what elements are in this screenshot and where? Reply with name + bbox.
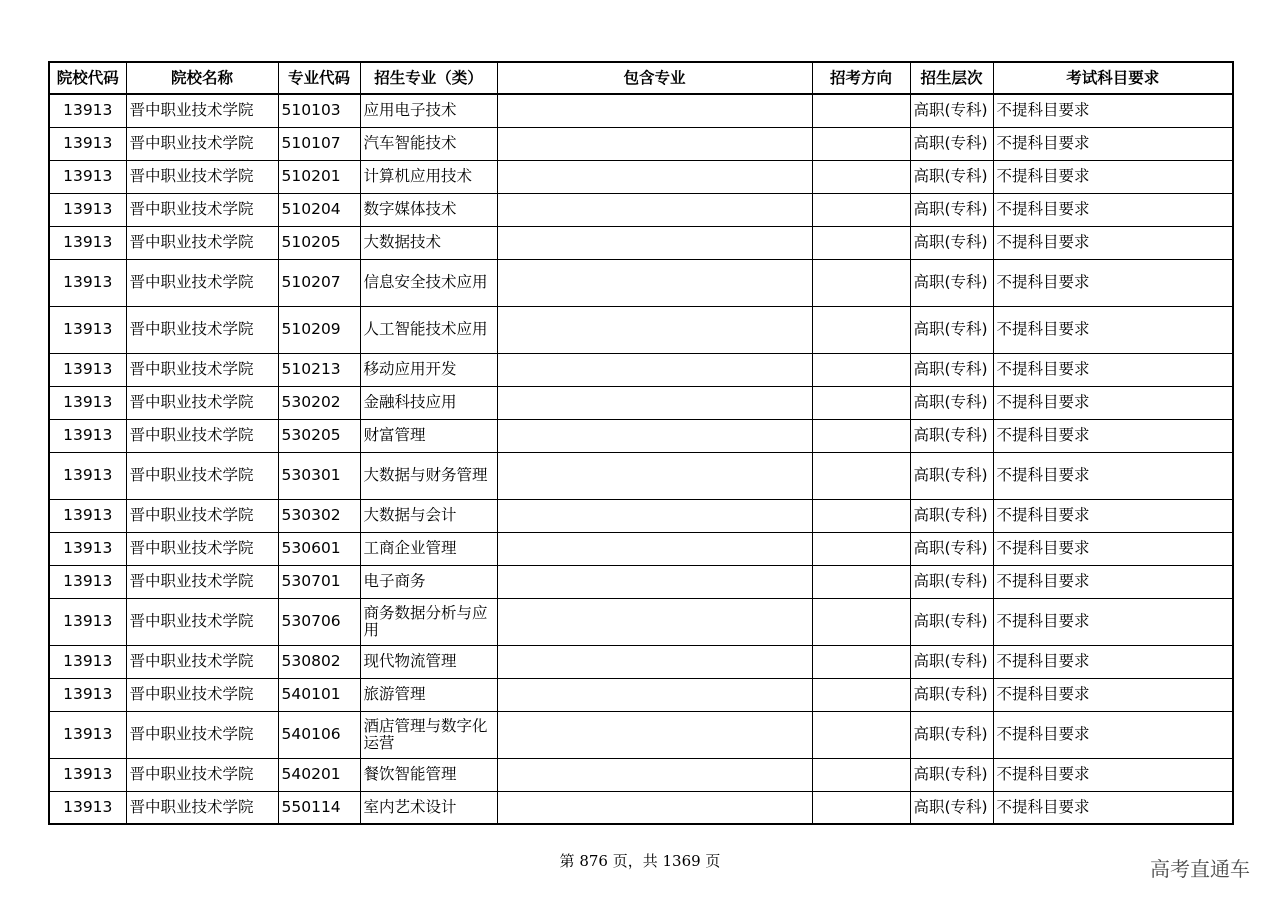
- cell-subject-requirement: 不提科目要求: [993, 306, 1233, 353]
- cell-major-code: 510201: [278, 160, 360, 193]
- cell-subject-requirement: 不提科目要求: [993, 419, 1233, 452]
- cell-school-code: 13913: [49, 127, 126, 160]
- cell-major: 金融科技应用: [360, 386, 497, 419]
- table-row: [49, 452, 1233, 499]
- cell-school-code: 13913: [49, 711, 126, 758]
- cell-major: 财富管理: [360, 419, 497, 452]
- cell-included-majors: [497, 565, 812, 598]
- cell-subject-requirement: 不提科目要求: [993, 645, 1233, 678]
- cell-level: 高职(专科): [910, 306, 993, 353]
- cell-level: 高职(专科): [910, 419, 993, 452]
- cell-major-code: 540106: [278, 711, 360, 758]
- cell-major: 商务数据分析与应用: [360, 598, 497, 645]
- cell-direction: [812, 758, 910, 791]
- cell-school-name: 晋中职业技术学院: [126, 193, 278, 226]
- cell-school-name: 晋中职业技术学院: [126, 94, 278, 127]
- header-major: 招生专业（类）: [360, 62, 497, 94]
- cell-major: 人工智能技术应用: [360, 306, 497, 353]
- cell-direction: [812, 94, 910, 127]
- cell-subject-requirement: 不提科目要求: [993, 193, 1233, 226]
- cell-included-majors: [497, 353, 812, 386]
- cell-subject-requirement: 不提科目要求: [993, 678, 1233, 711]
- cell-school-name: 晋中职业技术学院: [126, 532, 278, 565]
- page-number: 第 876 页，共 1369 页: [559, 852, 721, 870]
- table-row: [49, 386, 1233, 419]
- cell-subject-requirement: 不提科目要求: [993, 127, 1233, 160]
- cell-level: 高职(专科): [910, 791, 993, 824]
- cell-direction: [812, 791, 910, 824]
- cell-school-code: 13913: [49, 598, 126, 645]
- table-row: [49, 306, 1233, 353]
- table-row: [49, 193, 1233, 226]
- cell-included-majors: [497, 306, 812, 353]
- cell-subject-requirement: 不提科目要求: [993, 386, 1233, 419]
- table-row: [49, 645, 1233, 678]
- cell-subject-requirement: 不提科目要求: [993, 758, 1233, 791]
- cell-major-code: 530301: [278, 452, 360, 499]
- cell-major: 大数据与会计: [360, 499, 497, 532]
- cell-subject-requirement: 不提科目要求: [993, 791, 1233, 824]
- cell-school-name: 晋中职业技术学院: [126, 758, 278, 791]
- cell-direction: [812, 226, 910, 259]
- cell-direction: [812, 419, 910, 452]
- cell-major-code: 510207: [278, 259, 360, 306]
- cell-subject-requirement: 不提科目要求: [993, 353, 1233, 386]
- cell-direction: [812, 532, 910, 565]
- cell-major-code: 510209: [278, 306, 360, 353]
- table-body: [49, 94, 1233, 824]
- table-row: [49, 94, 1233, 127]
- cell-major-code: 510205: [278, 226, 360, 259]
- table-row: [49, 160, 1233, 193]
- cell-school-code: 13913: [49, 94, 126, 127]
- cell-level: 高职(专科): [910, 386, 993, 419]
- cell-subject-requirement: 不提科目要求: [993, 452, 1233, 499]
- cell-major: 大数据与财务管理: [360, 452, 497, 499]
- cell-school-name: 晋中职业技术学院: [126, 306, 278, 353]
- table-row: [49, 711, 1233, 758]
- cell-level: 高职(专科): [910, 758, 993, 791]
- cell-major-code: 530802: [278, 645, 360, 678]
- cell-school-code: 13913: [49, 791, 126, 824]
- header-included-majors: 包含专业: [497, 62, 812, 94]
- cell-subject-requirement: 不提科目要求: [993, 598, 1233, 645]
- table-row: [49, 226, 1233, 259]
- cell-major-code: 530205: [278, 419, 360, 452]
- cell-school-name: 晋中职业技术学院: [126, 452, 278, 499]
- cell-school-code: 13913: [49, 419, 126, 452]
- cell-level: 高职(专科): [910, 193, 993, 226]
- cell-school-name: 晋中职业技术学院: [126, 791, 278, 824]
- cell-major: 电子商务: [360, 565, 497, 598]
- cell-level: 高职(专科): [910, 353, 993, 386]
- cell-subject-requirement: 不提科目要求: [993, 226, 1233, 259]
- cell-major: 旅游管理: [360, 678, 497, 711]
- cell-major-code: 530701: [278, 565, 360, 598]
- watermark: 高考直通车: [1150, 857, 1250, 881]
- cell-included-majors: [497, 160, 812, 193]
- cell-level: 高职(专科): [910, 598, 993, 645]
- header-direction: 招考方向: [812, 62, 910, 94]
- cell-included-majors: [497, 758, 812, 791]
- cell-major: 汽车智能技术: [360, 127, 497, 160]
- cell-level: 高职(专科): [910, 160, 993, 193]
- cell-direction: [812, 452, 910, 499]
- cell-major: 工商企业管理: [360, 532, 497, 565]
- cell-direction: [812, 160, 910, 193]
- table-row: [49, 419, 1233, 452]
- cell-school-name: 晋中职业技术学院: [126, 160, 278, 193]
- cell-major: 移动应用开发: [360, 353, 497, 386]
- cell-school-name: 晋中职业技术学院: [126, 598, 278, 645]
- table-row: [49, 499, 1233, 532]
- cell-subject-requirement: 不提科目要求: [993, 499, 1233, 532]
- cell-major: 大数据技术: [360, 226, 497, 259]
- cell-school-code: 13913: [49, 758, 126, 791]
- cell-major-code: 550114: [278, 791, 360, 824]
- cell-major-code: 510213: [278, 353, 360, 386]
- cell-school-name: 晋中职业技术学院: [126, 678, 278, 711]
- cell-school-name: 晋中职业技术学院: [126, 127, 278, 160]
- cell-major: 现代物流管理: [360, 645, 497, 678]
- header-row: [49, 62, 1233, 94]
- cell-school-code: 13913: [49, 259, 126, 306]
- admissions-table: [48, 61, 1234, 825]
- cell-major-code: 540201: [278, 758, 360, 791]
- cell-major-code: 510107: [278, 127, 360, 160]
- cell-subject-requirement: 不提科目要求: [993, 532, 1233, 565]
- cell-school-code: 13913: [49, 353, 126, 386]
- cell-school-code: 13913: [49, 532, 126, 565]
- cell-level: 高职(专科): [910, 259, 993, 306]
- cell-included-majors: [497, 791, 812, 824]
- cell-direction: [812, 127, 910, 160]
- cell-included-majors: [497, 386, 812, 419]
- cell-major-code: 530706: [278, 598, 360, 645]
- cell-level: 高职(专科): [910, 532, 993, 565]
- cell-school-name: 晋中职业技术学院: [126, 645, 278, 678]
- cell-major: 应用电子技术: [360, 94, 497, 127]
- cell-subject-requirement: 不提科目要求: [993, 94, 1233, 127]
- cell-included-majors: [497, 711, 812, 758]
- header-school-code: 院校代码: [49, 62, 126, 94]
- cell-major: 信息安全技术应用: [360, 259, 497, 306]
- cell-direction: [812, 353, 910, 386]
- cell-major-code: 530202: [278, 386, 360, 419]
- cell-school-name: 晋中职业技术学院: [126, 565, 278, 598]
- table-row: [49, 791, 1233, 824]
- cell-major: 酒店管理与数字化运营: [360, 711, 497, 758]
- cell-school-name: 晋中职业技术学院: [126, 353, 278, 386]
- cell-direction: [812, 645, 910, 678]
- cell-school-name: 晋中职业技术学院: [126, 259, 278, 306]
- cell-school-name: 晋中职业技术学院: [126, 711, 278, 758]
- cell-major-code: 530601: [278, 532, 360, 565]
- cell-major-code: 530302: [278, 499, 360, 532]
- table-row: [49, 259, 1233, 306]
- cell-level: 高职(专科): [910, 94, 993, 127]
- cell-included-majors: [497, 598, 812, 645]
- cell-school-name: 晋中职业技术学院: [126, 499, 278, 532]
- cell-major: 室内艺术设计: [360, 791, 497, 824]
- cell-included-majors: [497, 452, 812, 499]
- cell-direction: [812, 711, 910, 758]
- cell-included-majors: [497, 193, 812, 226]
- cell-school-code: 13913: [49, 226, 126, 259]
- cell-school-code: 13913: [49, 499, 126, 532]
- table-header: [49, 62, 1233, 94]
- cell-school-code: 13913: [49, 678, 126, 711]
- cell-major: 餐饮智能管理: [360, 758, 497, 791]
- cell-level: 高职(专科): [910, 499, 993, 532]
- cell-direction: [812, 259, 910, 306]
- cell-included-majors: [497, 532, 812, 565]
- table-row: [49, 127, 1233, 160]
- cell-major-code: 510204: [278, 193, 360, 226]
- cell-included-majors: [497, 259, 812, 306]
- cell-subject-requirement: 不提科目要求: [993, 160, 1233, 193]
- cell-school-name: 晋中职业技术学院: [126, 419, 278, 452]
- cell-school-code: 13913: [49, 193, 126, 226]
- cell-direction: [812, 598, 910, 645]
- table-row: [49, 758, 1233, 791]
- cell-level: 高职(专科): [910, 678, 993, 711]
- cell-school-code: 13913: [49, 452, 126, 499]
- cell-school-name: 晋中职业技术学院: [126, 386, 278, 419]
- cell-level: 高职(专科): [910, 645, 993, 678]
- cell-major: 数字媒体技术: [360, 193, 497, 226]
- cell-school-code: 13913: [49, 306, 126, 353]
- table-row: [49, 598, 1233, 645]
- table-row: [49, 532, 1233, 565]
- header-subject-requirement: 考试科目要求: [993, 62, 1233, 94]
- cell-direction: [812, 306, 910, 353]
- header-major-code: 专业代码: [278, 62, 360, 94]
- cell-direction: [812, 499, 910, 532]
- table-row: [49, 565, 1233, 598]
- header-school-name: 院校名称: [126, 62, 278, 94]
- cell-major-code: 540101: [278, 678, 360, 711]
- cell-school-code: 13913: [49, 565, 126, 598]
- cell-direction: [812, 565, 910, 598]
- cell-included-majors: [497, 419, 812, 452]
- cell-direction: [812, 386, 910, 419]
- cell-school-code: 13913: [49, 645, 126, 678]
- cell-direction: [812, 678, 910, 711]
- cell-level: 高职(专科): [910, 711, 993, 758]
- cell-subject-requirement: 不提科目要求: [993, 565, 1233, 598]
- cell-subject-requirement: 不提科目要求: [993, 711, 1233, 758]
- cell-included-majors: [497, 127, 812, 160]
- cell-direction: [812, 193, 910, 226]
- table-row: [49, 678, 1233, 711]
- cell-major: 计算机应用技术: [360, 160, 497, 193]
- cell-included-majors: [497, 94, 812, 127]
- cell-included-majors: [497, 645, 812, 678]
- cell-school-code: 13913: [49, 160, 126, 193]
- cell-included-majors: [497, 226, 812, 259]
- cell-level: 高职(专科): [910, 127, 993, 160]
- cell-level: 高职(专科): [910, 226, 993, 259]
- cell-included-majors: [497, 678, 812, 711]
- cell-level: 高职(专科): [910, 452, 993, 499]
- cell-major-code: 510103: [278, 94, 360, 127]
- cell-subject-requirement: 不提科目要求: [993, 259, 1233, 306]
- table-row: [49, 353, 1233, 386]
- header-level: 招生层次: [910, 62, 993, 94]
- cell-school-name: 晋中职业技术学院: [126, 226, 278, 259]
- cell-level: 高职(专科): [910, 565, 993, 598]
- cell-included-majors: [497, 499, 812, 532]
- cell-school-code: 13913: [49, 386, 126, 419]
